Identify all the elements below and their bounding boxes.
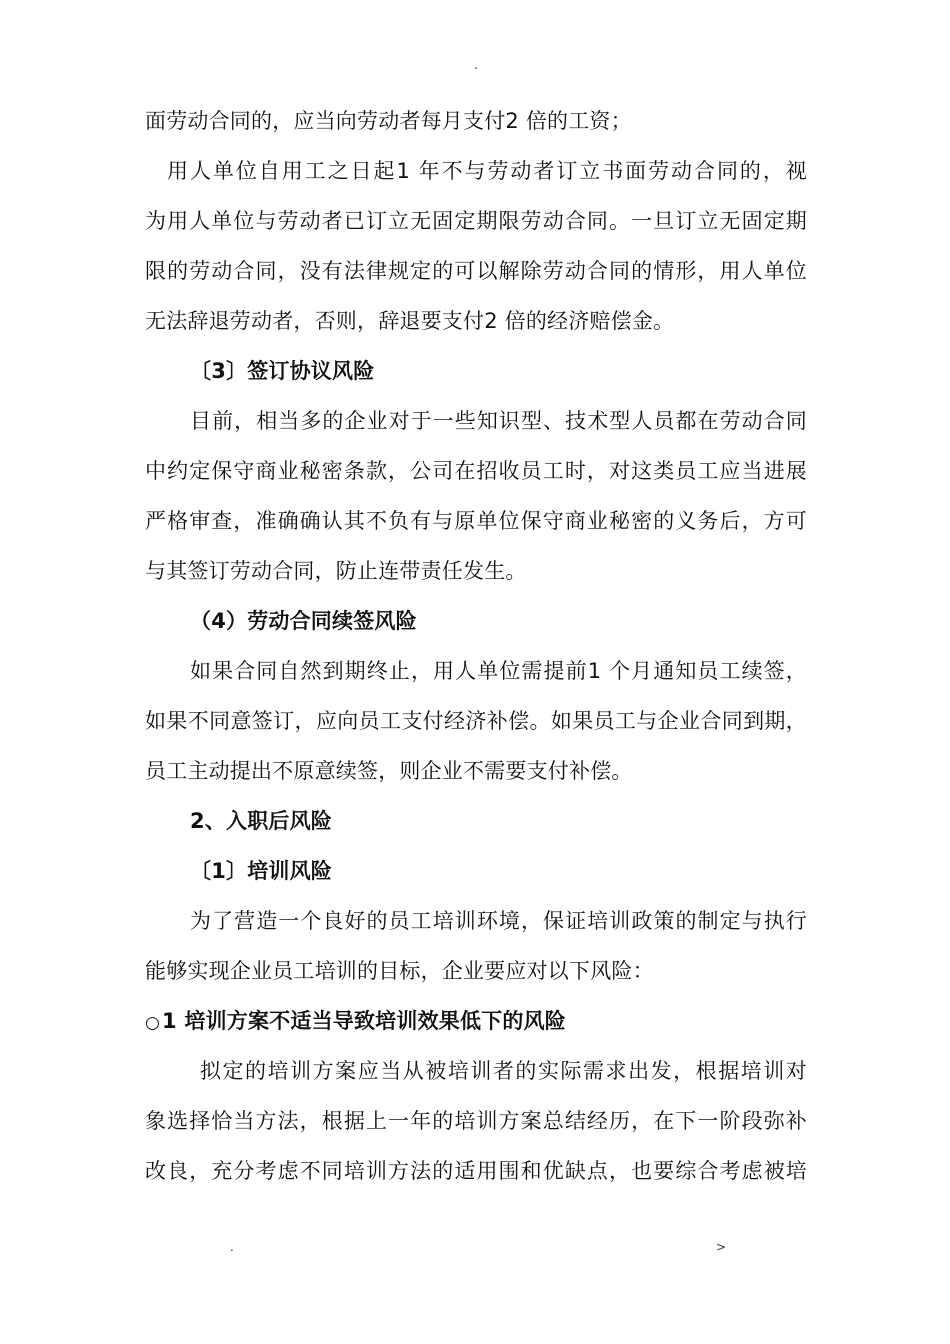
paragraph-line: 中约定保守商业秘密条款，公司在招收员工时，对这类员工应当进展 xyxy=(145,459,807,483)
footer-right-mark: > xyxy=(716,1240,727,1254)
paragraph-line: 用人单位自用工之日起1 年不与劳动者订立书面劳动合同的，视 xyxy=(167,159,807,183)
paragraph-line: 如果不同意签订，应向员工支付经济补偿。如果员工与企业合同到期， xyxy=(145,709,807,733)
paragraph-line: 限的劳动合同，没有法律规定的可以解除劳动合同的情形，用人单位 xyxy=(145,259,807,283)
paragraph-line: 能够实现企业员工培训的目标，企业要应对以下风险： xyxy=(145,959,654,983)
paragraph-line: 为用人单位与劳动者已订立无固定期限劳动合同。一旦订立无固定期 xyxy=(145,209,807,233)
paragraph-line: 面劳动合同的，应当向劳动者每月支付2 倍的工资； xyxy=(145,109,632,133)
section-heading: 〔3〕签订协议风险 xyxy=(190,359,375,383)
paragraph-line: 与其签订劳动合同，防止连带责任发生。 xyxy=(145,559,527,583)
section-heading: 〔1〕培训风险 xyxy=(190,859,333,883)
paragraph-line: 无法辞退劳动者，否则，辞退要支付2 倍的经济赔偿金。 xyxy=(145,309,675,333)
paragraph-line: 改良，充分考虑不同培训方法的适用围和优缺点，也要综合考虑被培 xyxy=(145,1159,807,1183)
paragraph-line: 严格审查，准确确认其不负有与原单位保守商业秘密的义务后，方可 xyxy=(145,509,807,533)
section-heading: 2、入职后风险 xyxy=(190,809,333,833)
paragraph-line: 象选择恰当方法，根据上一年的培训方案总结经历，在下一阶段弥补 xyxy=(145,1109,807,1133)
paragraph-line: 目前，相当多的企业对于一些知识型、技术型人员都在劳动合同 xyxy=(190,409,807,433)
footer-left-mark: . xyxy=(230,1240,234,1254)
list-item-heading-text: 1 培训方案不适当导致培训效果低下的风险 xyxy=(162,1009,566,1033)
paragraph-line: 如果合同自然到期终止，用人单位需提前1 个月通知员工续签， xyxy=(190,659,807,683)
header-dot: . xyxy=(474,58,478,72)
paragraph-line: 为了营造一个良好的员工培训环境，保证培训政策的制定与执行 xyxy=(190,909,807,933)
circle-marker-icon: ○ xyxy=(145,1013,161,1033)
section-heading: （4）劳动合同续签风险 xyxy=(190,609,417,633)
paragraph-line: 拟定的培训方案应当从被培训者的实际需求出发，根据培训对 xyxy=(200,1059,807,1083)
list-item-heading xyxy=(145,1006,566,1038)
paragraph-line: 员工主动提出不原意续签，则企业不需要支付补偿。 xyxy=(145,759,633,783)
